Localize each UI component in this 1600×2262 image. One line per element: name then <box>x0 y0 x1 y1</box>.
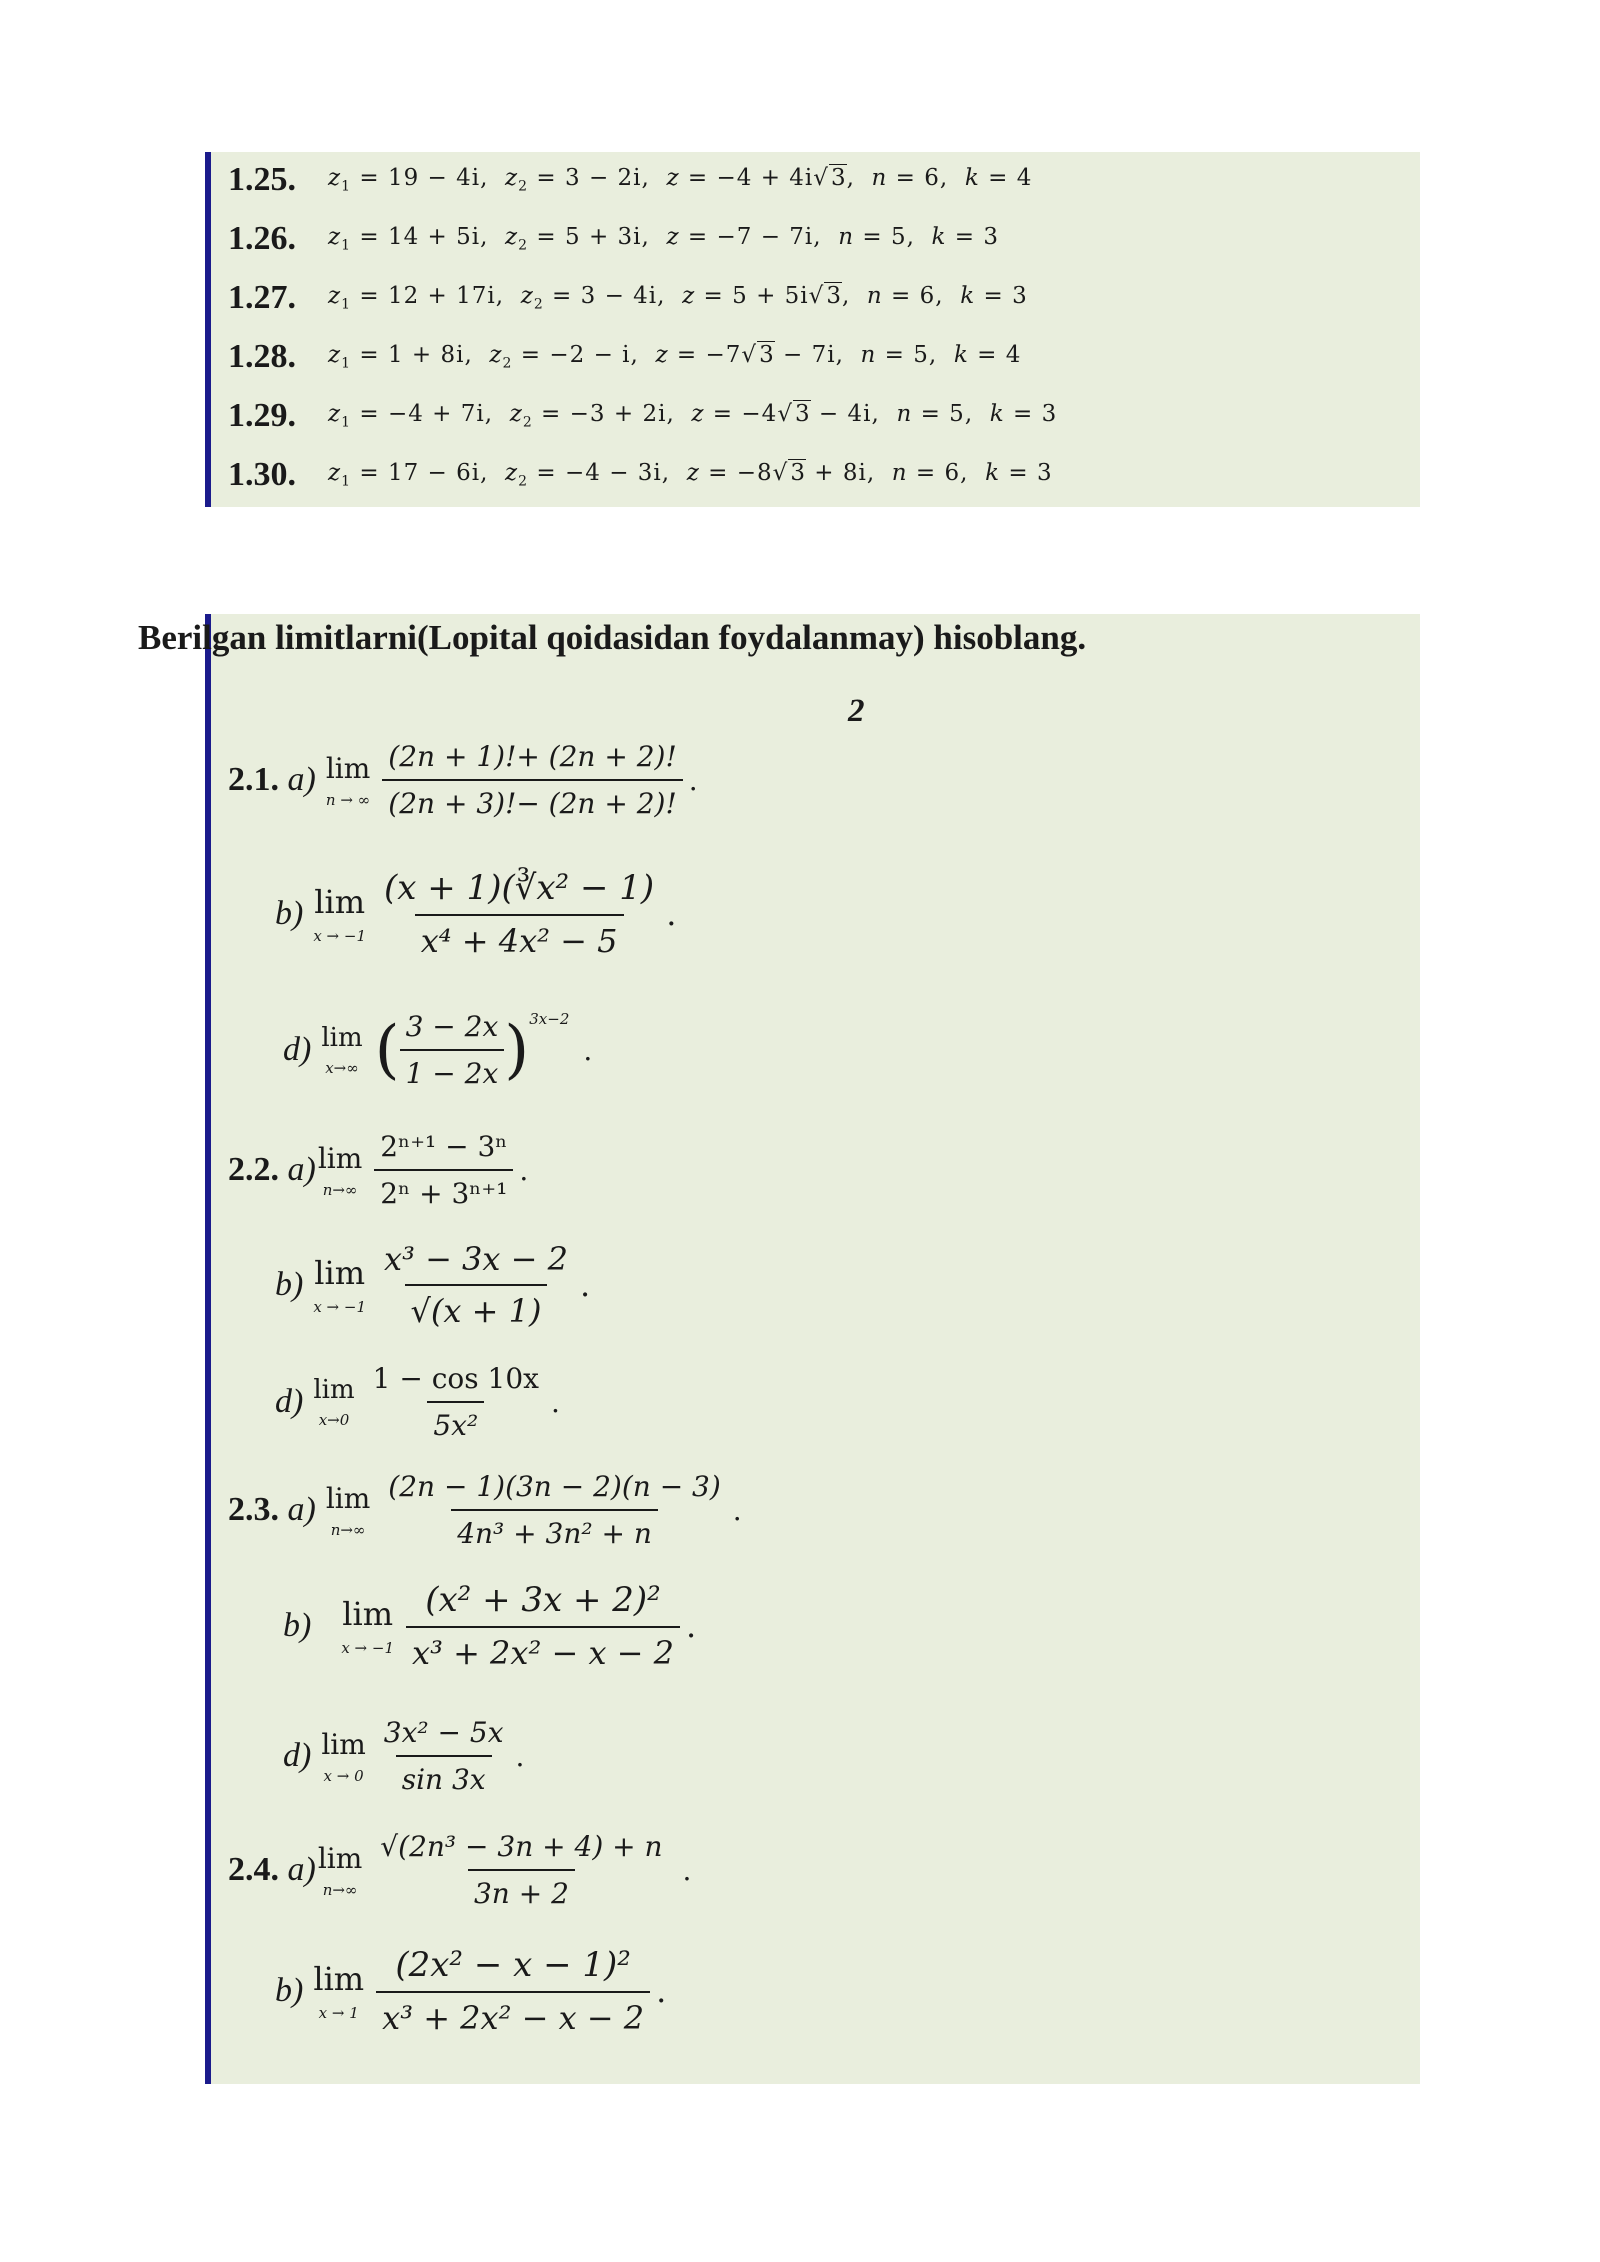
limit-operator: lim x → 1 <box>313 1960 365 2022</box>
part-label: a) <box>287 1151 316 1188</box>
exercise-row <box>228 396 1057 436</box>
fraction: $\frac{\text{3x² − 5x}}{\sin 3x}$ <box>383 1716 504 1796</box>
exercise-row <box>228 455 1053 495</box>
part-label: b) <box>275 1266 304 1303</box>
part-label: d) <box>283 1737 312 1774</box>
page-number: 2 <box>848 693 865 729</box>
problem-2-2-b: b) lim x → −1 $\frac{\text{x³ − 3x − 2}}{√(x + 1)}$ . <box>275 1240 591 1330</box>
fraction: $\frac{1 - \cos 10x}{\text{5x²}}$ <box>372 1362 539 1442</box>
problem-number: 2.2. <box>228 1151 279 1188</box>
problem-2-1-d: d) lim x→∞ ( $\frac{3 - 2x}{1 - 2x}$ ) $^{3x-2}$ . <box>283 1010 593 1090</box>
fraction: $\frac{(2n + 1)!+ (2n + 2)!}{(2n + 3)!- (2n + 2)!}$ <box>382 740 682 820</box>
part-label: b) <box>275 1972 304 2009</box>
fraction: $\frac{3 - 2x}{1 - 2x}$ <box>400 1010 505 1090</box>
limit-operator: lim n → ∞ <box>325 751 371 809</box>
limit-operator: lim n→∞ <box>317 1841 363 1899</box>
exercise-number: 1.28. <box>228 338 296 375</box>
problem-2-3-b: b) lim x → −1 $\frac{\text{(x² + 3x + 2)²}}{\text{x³ + 2x² − x − 2}}$ . <box>283 1580 697 1672</box>
limit-operator: lim x→0 <box>313 1375 355 1429</box>
sqrt-radicand: 3 <box>826 283 842 310</box>
exercise-number: 1.25. <box>228 161 296 198</box>
fraction: $\frac{\text{(2x² − x − 1)²}}{\text{x³ + 2x² − x − 2}}$ <box>376 1945 650 2037</box>
part-label: a) <box>287 761 316 798</box>
part-label: b) <box>283 1607 312 1644</box>
sqrt-radicand: 3 <box>759 342 775 369</box>
sqrt-radicand: 3 <box>790 460 806 487</box>
problem-2-2-a: 2.2. a) lim n→∞ $\frac{\text{2ⁿ⁺¹ − 3ⁿ}}{\text{2ⁿ + 3ⁿ⁺¹}}$ . <box>228 1130 529 1210</box>
exercise-number: 1.29. <box>228 397 296 434</box>
limit-operator: lim n→∞ <box>317 1141 363 1199</box>
problem-2-3-a: 2.3. a) lim n→∞ $\frac{(2n - 1)(3n - 2)(n - 3)}{\text{4n³ + 3n² + n}}$ . <box>228 1470 742 1550</box>
exercise-expression: $z_1 = 1 + 8i$, $z_2 = -2 - i$, z = −7√3 − 7i, n = 5, k = 4 <box>328 342 1022 372</box>
exercise-expression: $z_1 = 19 - 4i$, $z_2 = 3 - 2i$, z = −4 + 4i√3, n = 6, k = 4 <box>328 165 1033 195</box>
exercise-number: 1.26. <box>228 220 296 257</box>
exercise-expression: $z_1 = -4 + 7i$, $z_2 = -3 + 2i$, z = −4√3 − 4i, n = 5, k = 3 <box>328 401 1058 431</box>
part-label: d) <box>283 1031 312 1068</box>
left-accent-bar <box>205 152 211 507</box>
sqrt-radicand: 3 <box>830 165 847 192</box>
problem-number: 2.1. <box>228 761 279 798</box>
limit-operator: lim x → 0 <box>321 1727 366 1785</box>
part-label: a) <box>287 1851 316 1888</box>
problem-2-2-d: d) lim x→0 $\frac{1 - \cos 10x}{\text{5x²}}$ . <box>275 1362 560 1442</box>
left-accent-bar <box>205 614 211 2084</box>
exercise-block-complex <box>210 152 1420 507</box>
fraction: $\frac{\text{(x + 1)(∛x² − 1)}}{\text{x⁴ + 4x² − 5}}$ <box>384 868 655 960</box>
limit-operator: lim x → −1 <box>341 1595 395 1657</box>
exercise-expression: $z_1 = 17 - 6i$, $z_2 = -4 - 3i$, z = −8√3 + 8i, n = 6, k = 3 <box>328 460 1053 490</box>
exercise-row <box>228 337 1021 377</box>
exercise-row <box>228 219 999 259</box>
problem-2-1-b: b) lim x → −1 $\frac{\text{(x + 1)(∛x² − 1)}}{\text{x⁴ + 4x² − 5}}$ . <box>275 868 677 960</box>
section-title: Berilgan limitlarni(Lopital qoidasidan foydalanmay) hisoblang. <box>138 618 1087 657</box>
limit-operator: lim x → −1 <box>313 883 367 945</box>
part-label: a) <box>287 1491 316 1528</box>
problem-number: 2.4. <box>228 1851 279 1888</box>
fraction: $\frac{\text{√(2n³ − 3n + 4) + n}}{3n + 2}$ <box>380 1830 663 1910</box>
exercise-number: 1.30. <box>228 456 296 493</box>
fraction: $\frac{\text{x³ − 3x − 2}}{√(x + 1)}$ <box>384 1240 568 1330</box>
problem-number: 2.3. <box>228 1491 279 1528</box>
limit-operator: lim x→∞ <box>321 1023 363 1077</box>
exercise-number: 1.27. <box>228 279 296 316</box>
exercise-row <box>228 160 1032 200</box>
part-label: b) <box>275 895 304 932</box>
problem-2-4-b: b) lim x → 1 $\frac{\text{(2x² − x − 1)²}}{\text{x³ + 2x² − x − 2}}$ . <box>275 1945 667 2037</box>
part-label: d) <box>275 1383 304 1420</box>
fraction: $\frac{\text{2ⁿ⁺¹ − 3ⁿ}}{\text{2ⁿ + 3ⁿ⁺¹}}$ <box>374 1130 513 1210</box>
problem-2-3-d: d) lim x → 0 $\frac{\text{3x² − 5x}}{\sin 3x}$ . <box>283 1716 525 1796</box>
limit-operator: lim x → −1 <box>313 1254 367 1316</box>
limit-operator: lim n→∞ <box>325 1481 371 1539</box>
fraction: $\frac{(2n - 1)(3n - 2)(n - 3)}{\text{4n³ + 3n² + n}}$ <box>388 1470 721 1550</box>
problem-2-4-a: 2.4. a) lim n→∞ $\frac{\text{√(2n³ − 3n + 4) + n}}{3n + 2}$ . <box>228 1830 692 1910</box>
exercise-expression: $z_1 = 12 + 17i$, $z_2 = 3 - 4i$, z = 5 + 5i√3, n = 6, k = 3 <box>328 283 1028 313</box>
exercise-expression: $z_1 = 14 + 5i$, $z_2 = 5 + 3i$, z = −7 − 7i, n = 5, k = 3 <box>328 224 1000 254</box>
sqrt-radicand: 3 <box>794 401 811 428</box>
problem-2-1-a: 2.1. a) lim n → ∞ $\frac{(2n + 1)!+ (2n + 2)!}{(2n + 3)!- (2n + 2)!}$ . <box>228 740 698 820</box>
fraction: $\frac{\text{(x² + 3x + 2)²}}{\text{x³ + 2x² − x − 2}}$ <box>406 1580 680 1672</box>
exercise-row <box>228 278 1028 318</box>
